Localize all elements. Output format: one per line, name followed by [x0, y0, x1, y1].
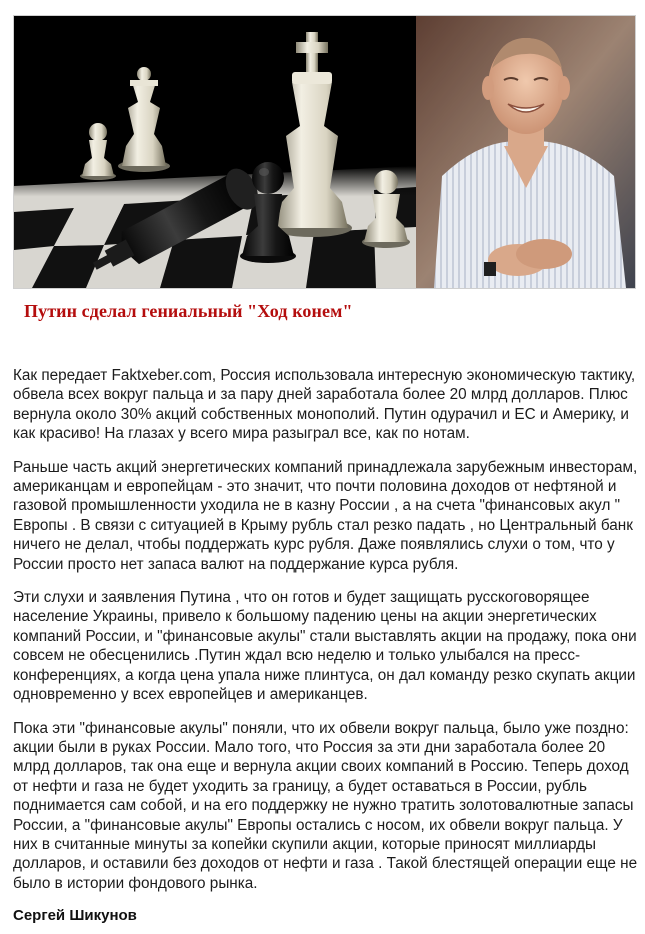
article-headline: Путин сделал гениальный "Ход конем" — [24, 301, 353, 321]
portrait-photo — [416, 16, 635, 288]
article-paragraph: Раньше часть акций энергетических компаний принадлежала зарубежным инвесторам, американцам и европейцам - это значит, что почти половина доходов от нефтяной и газовой промышленности уходила не в казну России , а на счета "финансовых акул " Европы . В связи с ситуацией в Крыму рубль стал резко падать , но Центральный банк ничего не делал, чтобы поддержать курс рубля. Даже появлялись слухи о том, что у России просто нет запаса валют на поддержание курса рубля. — [13, 458, 638, 573]
chess-illustration — [14, 16, 416, 288]
hero-image — [13, 15, 636, 289]
article-paragraph: Как передает Faktxeber.com, Россия использовала интересную экономическую тактику, обвела всех вокруг пальца и за пару дней заработала более 20 млрд долларов. Плюс вернула около 30% акций собственных монополий. Путин одурачил и ЕС и Америку, и как красиво! На глазах у всего мира разыграл все, как по нотам. — [13, 367, 636, 443]
article-body — [13, 366, 638, 907]
article-paragraph: Пока эти "финансовые акулы" поняли, что их обвели вокруг пальца, было уже поздно: акции были в руках России. Мало того, что Россия за эти дни заработала более 20 млрд долларов, так она еще и вернула акции своих компаний в Россию. Теперь доход от нефти и газа не будет уходить за границу, а будет оставаться в России, рубль поднимается сам собой, и на его поддержку не нужно тратить золотовалютные запасы России, а "финансовые акулы" Европы остались с носом, их обвели вокруг пальца. У них в считанные минуты за копейки скупили акции, которые приносят миллиарды долларов, и оставили без доходов от нефти и газа . Такой блестящей операции еще не было в истории фондового рынка. — [13, 719, 638, 892]
article-author: Сергей Шикунов — [13, 907, 137, 924]
article-paragraph: Эти слухи и заявления Путина , что он готов и будет защищать русскоговорящее население Украины, привело к большому падению цены на акции энергетических компаний России, и "финансовые акулы" стали выставлять акции на продажу, пока они совсем не обесценились .Путин ждал всю неделю и только улыбался на пресс-конференциях, а когда цена упала ниже плинтуса, он дал команду резко скупать акции одновременно у всех европейцев и американцев. — [13, 589, 637, 704]
